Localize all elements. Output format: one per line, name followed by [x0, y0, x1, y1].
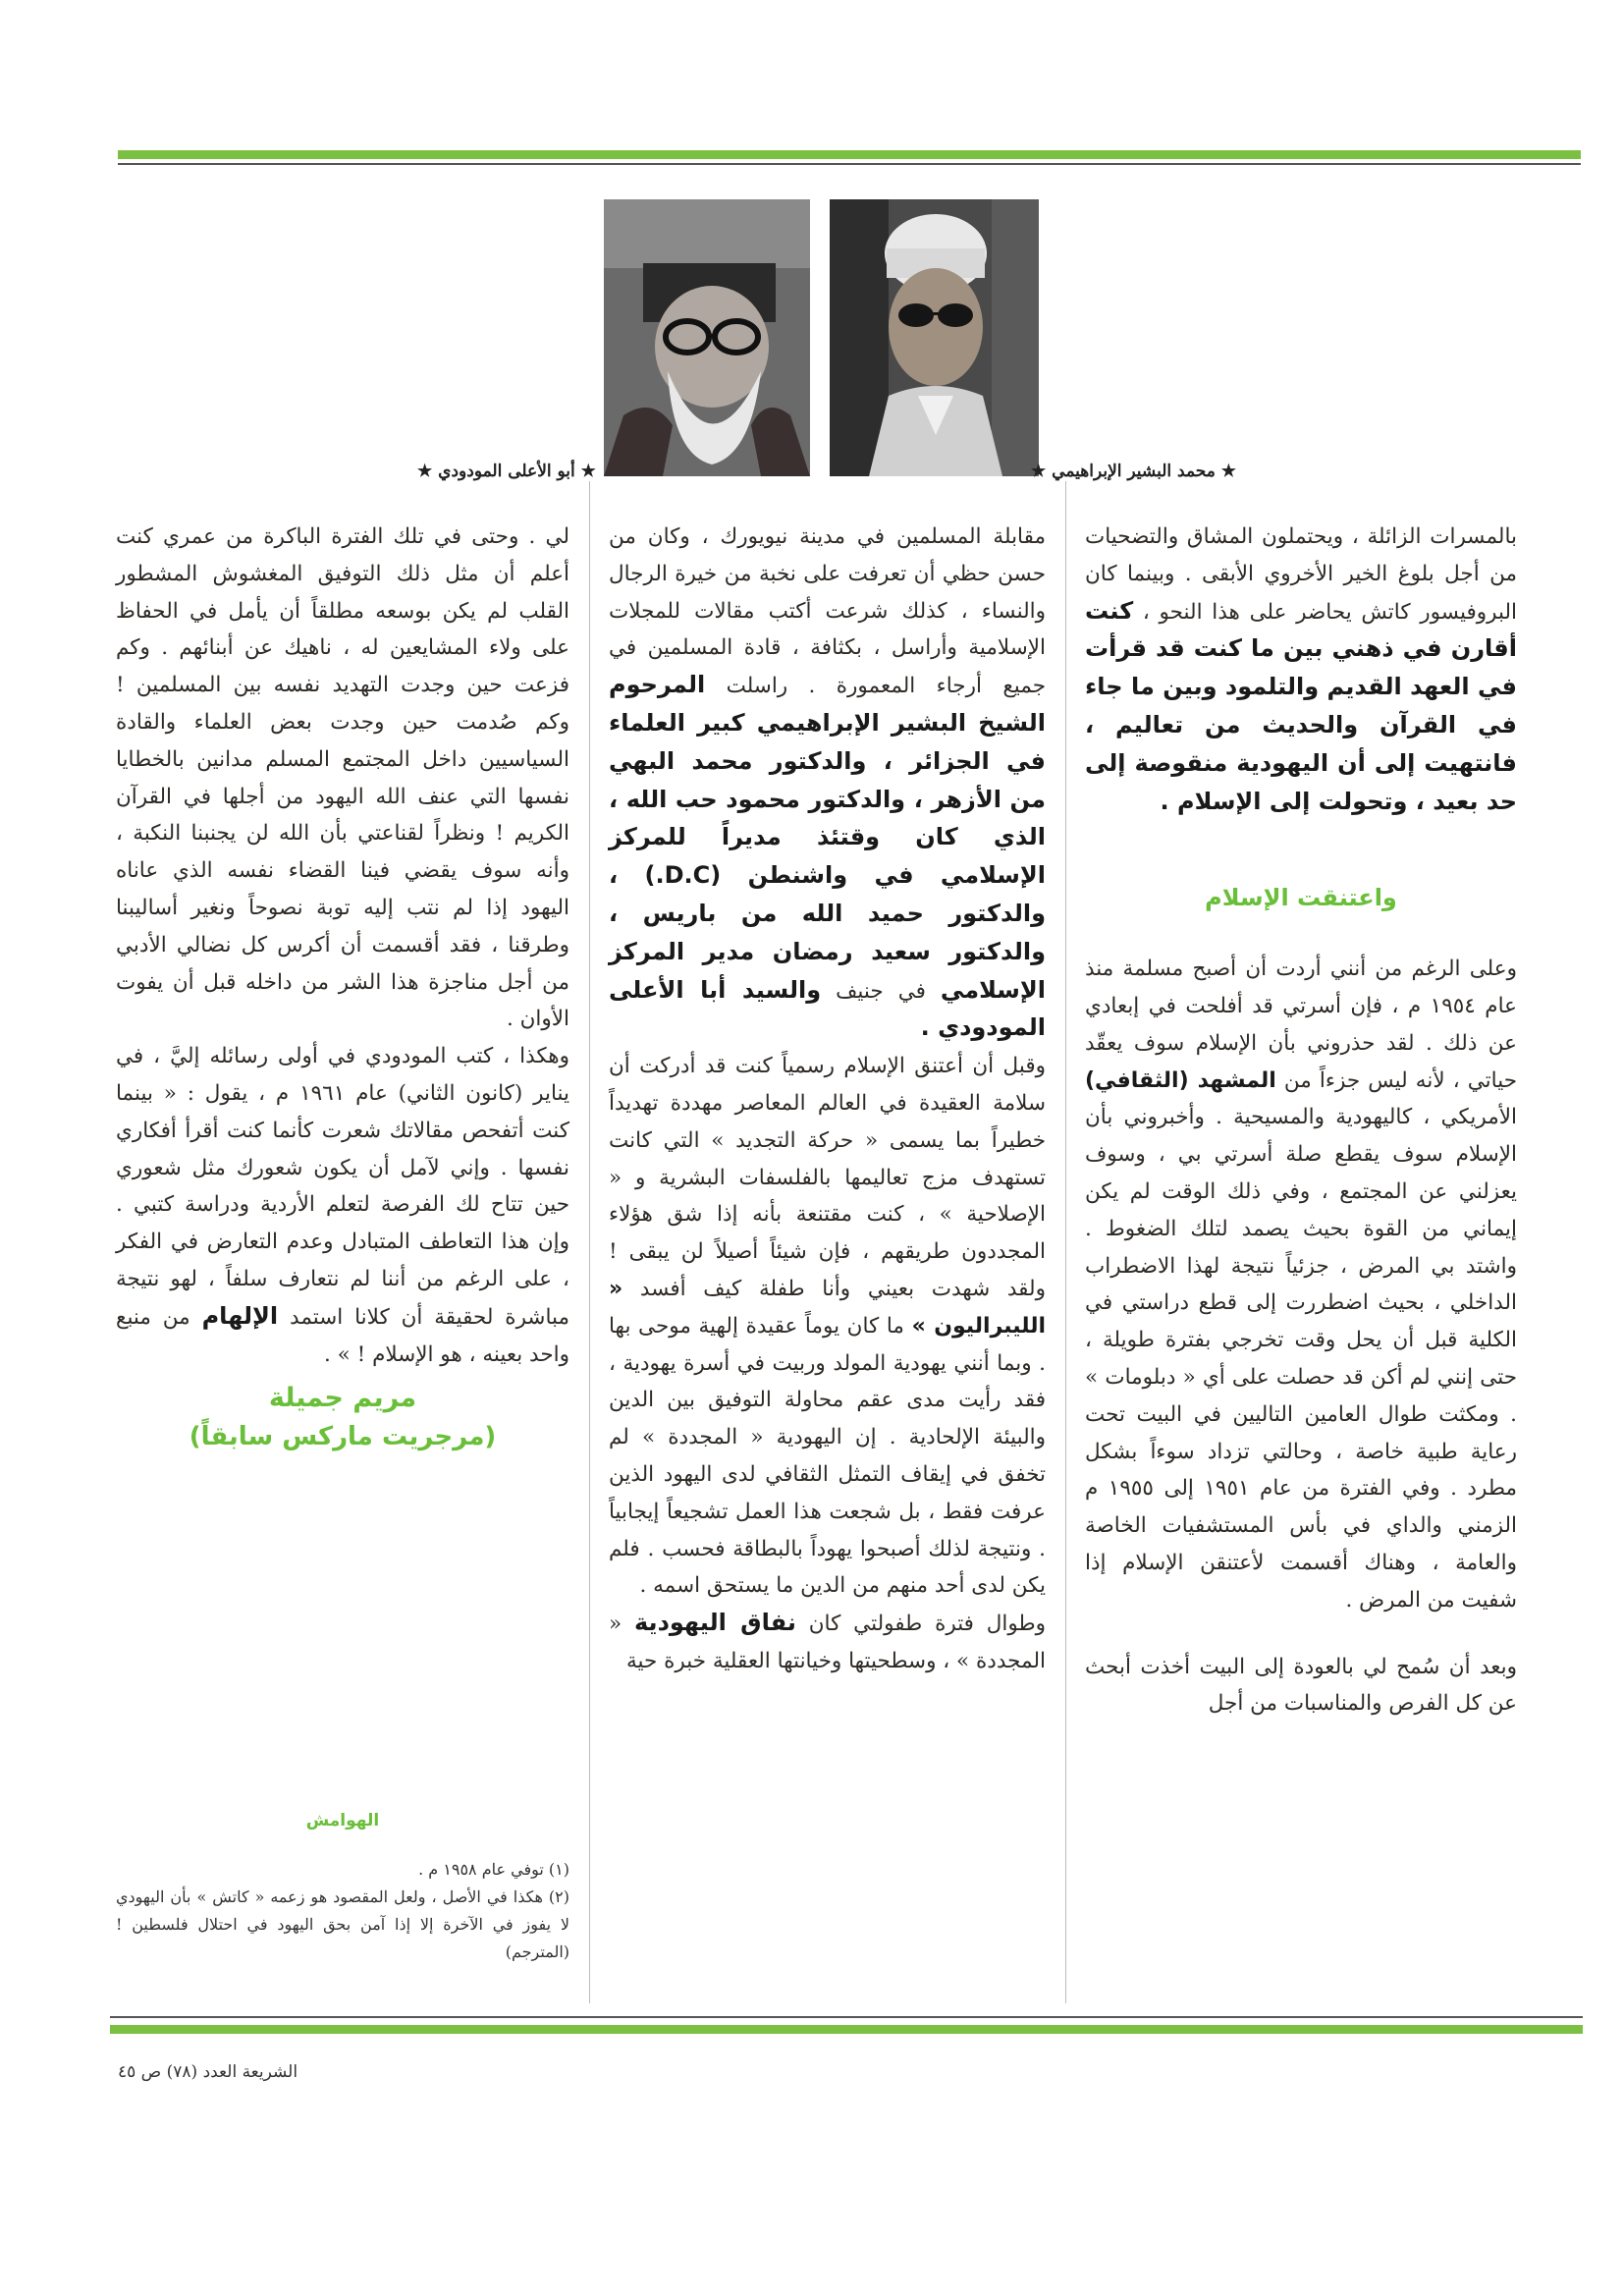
bold-text-run: المشهد (الثقافي)	[1085, 1067, 1276, 1093]
paragraph	[609, 1605, 1046, 1680]
photo-mawdudi	[604, 199, 810, 476]
photo-ibrahimi	[830, 199, 1039, 476]
text-run: مقابلة المسلمين في مدينة نيويورك ، وكان من حسن حظي أن تعرفت على نخبة من خيرة الرجال والنساء ، كذلك شرعت أكتب مقالات للمجلات الإسلامية وأراسل ، بكثافة ، قادة المسلمين في جميع أرجاء المعمورة . راسلت	[609, 524, 1046, 699]
paragraph	[116, 519, 569, 1038]
text-run: وهكذا ، كتب المودودي في أولى رسائله إليَّ ، في يناير (كانون الثاني) عام ١٩٦١ م ، يقول : « بينما كنت أتفحص مقالاتك شعرت كأنما كنت أقرأ أفكاري نفسها . وإني لآمل أن يكون شعورك مثل شعوري حين تتاح لك الفرصة لتعلم الأردية ودراسة كتبي . وإن هذا التعاطف المتبادل وعدم التعارض في الفكر ، على الرغم من أننا لم نتعارف سلفاً ، لهو نتيجة مباشرة لحقيقة أن كلانا استمد	[116, 1044, 569, 1330]
footnote-1: (١) توفي عام ١٩٥٨ م .	[418, 1860, 569, 1879]
paragraph	[1085, 1649, 1517, 1723]
author-name: مريم جميلة	[268, 1383, 417, 1414]
portrait-mawdudi-image	[604, 199, 810, 476]
author-former-name: (مرجريت ماركس سابقاً)	[189, 1422, 497, 1452]
bold-text-run: كنت أقارن في ذهني بين ما كنت قد قرأت في العهد القديم والتلمود وبين ما جاء في القرآن والحديث من تعاليم ، فانتهيت إلى أن اليهودية منقوصة إلى حد بعيد ، وتحولت إلى الإسلام .	[1085, 596, 1517, 815]
paragraph	[609, 519, 1046, 1048]
top-green-rule	[118, 150, 1581, 159]
text-run: الأمريكي ، كاليهودية والمسيحية . وأخبروني بأن الإسلام سوف يقطع صلة أسرتي بي ، وسوف يعزلني عن المجتمع ، وفي ذلك الوقت لم يكن إيماني من القوة بحيث يصمد لتلك الضغوط . واشتد بي المرض ، جزئياً نتيجة لهذا الاضطراب الداخلي ، بحيث اضطررت إلى قطع دراستي في الكلية قبل أن يحل وقت تخرجي بفترة طويلة ، حتى إنني لم أكن قد حصلت على أي « دبلومات » . ومكثت طوال العامين التاليين في البيت تحت رعاية طبية خاصة ، وحالتي تزداد سوءاً بشكل مطرد . وفي الفترة من عام ١٩٥١ إلى ١٩٥٥ م الزمني والداي في بأس المستشفيات الخاصة والعامة ، وهناك أقسمت لأعتنقن الإسلام إذا شفيت من المرض .	[1085, 1105, 1517, 1613]
text-run: من منبع واحد بعينه ، هو الإسلام ! » .	[116, 1304, 569, 1367]
section-heading: واعتنقت الإسلام	[1205, 884, 1397, 912]
text-run: وقبل أن أعتنق الإسلام رسمياً كنت قد أدركت أن سلامة العقيدة في العالم المعاصر مهددة تهديداً خطيراً بما يسمى « حركة التجديد » التي كانت تستهدف مزج تعاليمها بالفلسفات البشرية و « الإصلاحية » ، كنت مقتنعة بأنه إذا شق هؤلاء المجددون طريقهم ، فإن شيئاً أصيلاً لن يبقى ! ولقد شهدت بعيني وأنا طفلة كيف أفسد	[609, 1054, 1046, 1301]
caption-mawdudi: ★ أبو الأعلى المودودي ★	[417, 462, 596, 481]
column-right	[1085, 519, 1517, 1722]
text-run: في جنيف	[836, 978, 926, 1004]
text-run: وطوال فترة طفولتي كان	[808, 1612, 1046, 1637]
bold-text-run: والسيد أبا الأعلى المودودي .	[609, 975, 1046, 1042]
footnotes-heading: الهوامش	[305, 1811, 380, 1831]
text-run: وعلى الرغم من أنني أردت أن أصبح مسلمة منذ عام ١٩٥٤ م ، فإن أسرتي قد أفلحت في إبعادي عن ذلك . لقد حذروني بأن الإسلام سوف يعقّد حياتي ، لأنه ليس جزءاً من	[1085, 957, 1518, 1093]
column-divider-left	[589, 481, 590, 2003]
bold-text-run: نفاق اليهودية	[634, 1609, 796, 1637]
column-left	[116, 519, 569, 1455]
footnotes	[116, 1807, 569, 1966]
footnote-2: (٢) هكذا في الأصل ، ولعل المقصود هو زعمه « كاتش » بأن اليهودي لا يفوز في الآخرة إلا إذا آمن بحق اليهود في احتلال فلسطين ! (المترجم)	[116, 1887, 569, 1961]
text-run: بالمسرات الزائلة ، ويحتملون المشاق والتضحيات من أجل بلوغ الخير الأخروي الأبقى . وبينما كان البروفيسور كاتش يحاضر على هذا النحو ،	[1085, 524, 1517, 625]
bottom-green-rule	[110, 2025, 1583, 2034]
text-run: « المجددة » ، وسطحيتها وخيانتها العقلية خبرة حية	[609, 1612, 1046, 1673]
paragraph	[1085, 519, 1517, 821]
column-middle	[609, 519, 1046, 1680]
bold-text-run: المرحوم الشيخ البشير الإبراهيمي كبير العلماء في الجزائر ، والدكتور محمد البهي من الأزهر ، والدكتور محمود حب الله ، الذي كان وقتئذ مديراً للمركز الإسلامي في واشنطن (D.C.) ، والدكتور حميد الله من باريس ، والدكتور سعيد رمضان مدير المركز الإسلامي	[609, 671, 1046, 1004]
page-footer: الشريعة العدد (٧٨) ص ٤٥	[118, 2062, 298, 2082]
column-divider-right	[1065, 481, 1066, 2003]
caption-ibrahimi: ★ محمد البشير الإبراهيمي ★	[1031, 462, 1237, 481]
text-run: لي . وحتى في تلك الفترة الباكرة من عمري كنت أعلم أن مثل ذلك التوفيق المغشوش المشطور القلب لم يكن بوسعه مطلقاً أن يأمل في الحفاظ على ولاء المشايعين له ، ناهيك عن أبنائهم . وكم فزعت حين وجدت التهديد نفسه بين المسلمين ! وكم صُدمت حين وجدت بعض العلماء والقادة السياسيين داخل المجتمع المسلم مدانين بالخطايا نفسها التي عنف الله اليهود من أجلها في القرآن الكريم ! ونظراً لقناعتي بأن الله لن يجنبنا النكبة ، وأنه سوف يقضي فينا القضاء نفسه الذي عاناه اليهود إذا لم نتب إليه توبة نصوحاً ونغير أساليبنا وطرقنا ، فقد أقسمت أن أكرس كل نضالي الأدبي من أجل مناجزة هذا الشر من داخله قبل أن يفوت الأوان .	[116, 524, 569, 1032]
bold-text-run: « الليبراليون »	[609, 1276, 1047, 1339]
bottom-thin-rule	[110, 2016, 1583, 2018]
portrait-ibrahimi-image	[830, 199, 1039, 476]
top-thin-rule	[118, 163, 1581, 165]
text-run: ما كان يوماً عقيدة إلهية موحى بها . وبما أنني يهودية المولد وربيت في أسرة يهودية ، فقد رأيت مدى عقم محاولة التوفيق بين الدين والبيئة الإلحادية . إن اليهودية « المجددة » لم تخفق في إيقاف التمثل الثقافي لدى اليهود الذين عرفت فقط ، بل شجعت هذا العمل تشجيعاً إيجابياً . ونتيجة لذلك أصبحوا يهوداً بالبطاقة فحسب . فلم يكن لدى أحد منهم من الدين ما يستحق اسمه .	[609, 1313, 1046, 1599]
text-run: وبعد أن سُمح لي بالعودة إلى البيت أخذت أبحث عن كل الفرص والمناسبات من أجل	[1085, 1654, 1517, 1717]
paragraph	[116, 1038, 569, 1373]
bold-text-run: الإلهام	[201, 1301, 279, 1330]
paragraph	[1085, 951, 1517, 1618]
paragraph	[609, 1048, 1046, 1605]
